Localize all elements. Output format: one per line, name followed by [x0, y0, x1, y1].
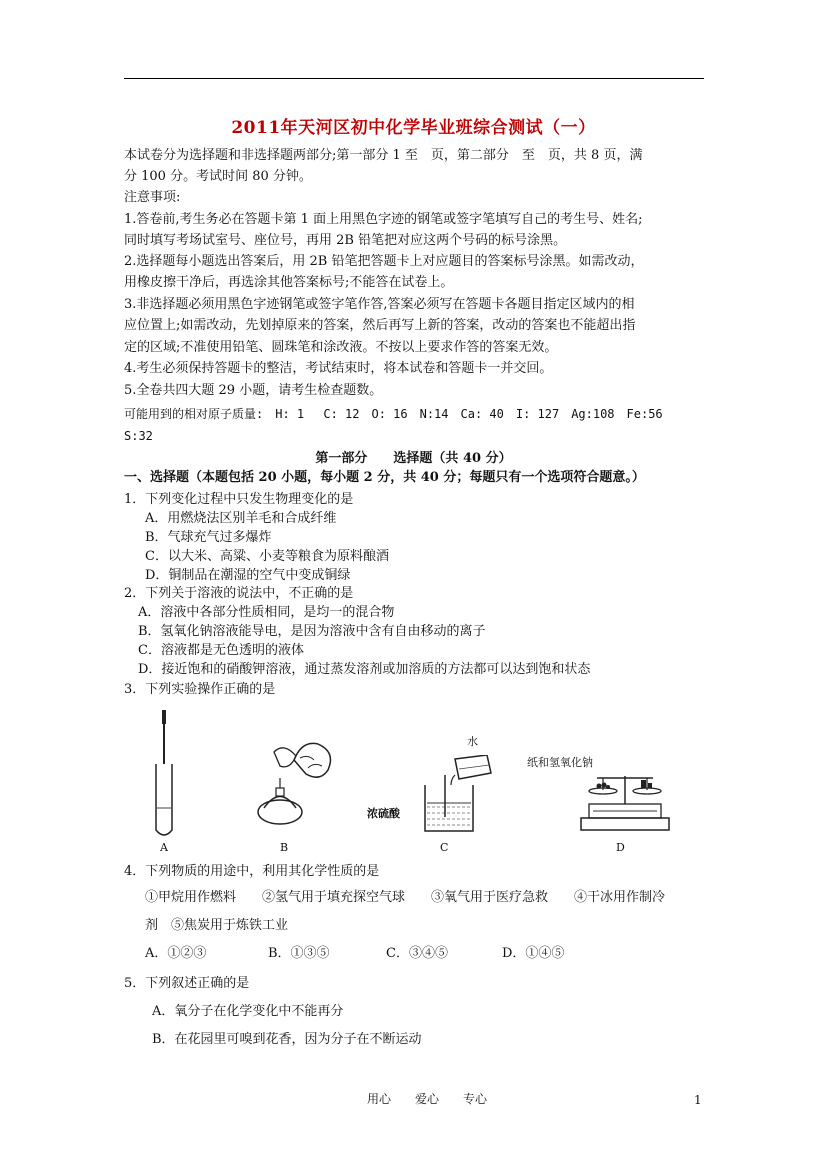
- page-number: 1: [694, 1093, 702, 1107]
- q1-option-b: B．气球充气过多爆炸: [145, 530, 272, 545]
- note-line: 同时填写考场试室号、座位号，再用 2B 铅笔把对应这两个号码的标号涂黑。: [124, 233, 567, 248]
- exam-title: 2011年天河区初中化学毕业班综合测试（一）: [231, 118, 596, 138]
- header-rule: [124, 78, 704, 79]
- q4-option-c: C．③④⑤: [386, 946, 448, 961]
- notes-title: 注意事项:: [124, 190, 181, 205]
- atomic-mass-line-2: S:32: [124, 429, 153, 443]
- alcohol-lamp-figure: [250, 730, 340, 830]
- figure-label-b: B: [280, 841, 289, 854]
- figure-label-d: D: [616, 841, 625, 854]
- dropper-test-tube-figure: [150, 708, 180, 838]
- q2-option-d: D．接近饱和的硝酸钾溶液，通过蒸发溶剂或加溶质的方法都可以达到饱和状态: [138, 662, 591, 677]
- q4-option-d: D．①④⑤: [502, 946, 565, 961]
- q2-option-b: B．氢氧化钠溶液能导电，是因为溶液中含有自由移动的离子: [138, 624, 486, 639]
- q4-items-line: ①甲烷用作燃料 ②氢气用于填充探空气球 ③氧气用于医疗急救 ④干冰用作制冷: [145, 890, 666, 905]
- water-label: 水: [467, 735, 478, 748]
- note-line: 3.非选择题必须用黑色字迹钢笔或签字笔作答,答案必须写在答题卡各题目指定区域内的相: [124, 297, 635, 312]
- q5-option-b: B．在花园里可嗅到花香，因为分子在不断运动: [152, 1032, 422, 1047]
- acid-label: 浓硫酸: [367, 807, 400, 820]
- part-one-title: 第一部分 选择题（共 40 分）: [315, 451, 512, 466]
- note-line: 1.答卷前,考生务必在答题卡第 1 面上用黑色字迹的钢笔或签字笔填写自己的考生号、姓名;: [124, 212, 643, 227]
- intro-line-2: 分 100 分。考试时间 80 分钟。: [124, 169, 312, 184]
- note-line: 用橡皮擦干净后，再选涂其他答案标号;不能答在试卷上。: [124, 275, 454, 290]
- q1-stem: 1．下列变化过程中只发生物理变化的是: [124, 492, 354, 507]
- q5-stem: 5．下列叙述正确的是: [124, 976, 250, 991]
- atomic-mass-line: 可能用到的相对原子质量: H: 1 C: 12 O: 16 N:14 Ca: 40 I: 127 Ag:108 Fe:56: [124, 407, 663, 421]
- section-title: 一、选择题（本题包括 20 小题，每小题 2 分，共 40 分；每题只有一个选项符合题意。）: [124, 470, 645, 485]
- q5-option-a: A．氧分子在化学变化中不能再分: [152, 1004, 344, 1019]
- q1-option-c: C．以大米、高粱、小麦等粮食为原料酿酒: [145, 549, 389, 564]
- q2-option-c: C．溶液都是无色透明的液体: [138, 643, 304, 658]
- q3-stem: 3．下列实验操作正确的是: [124, 682, 276, 697]
- intro-line-1: 本试卷分为选择题和非选择题两部分;第一部分 1 至 页，第二部分 至 页，共 8 页，满: [124, 148, 643, 163]
- figure-label-c: C: [440, 841, 449, 854]
- acid-dilution-figure: [415, 755, 495, 835]
- q1-option-d: D．铜制品在潮湿的空气中变成铜绿: [145, 568, 351, 583]
- q4-items-line-2: 剂 ⑤焦炭用于炼铁工业: [145, 918, 289, 933]
- q2-option-a: A．溶液中各部分性质相同，是均一的混合物: [138, 605, 395, 620]
- note-line: 2.选择题每小题选出答案后，用 2B 铅笔把答题卡上对应题目的答案标号涂黑。如需改动，: [124, 254, 644, 269]
- note-line: 定的区域;不准使用铅笔、圆珠笔和涂改液。不按以上要求作答的答案无效。: [124, 340, 558, 355]
- note-line: 5.全卷共四大题 29 小题，请考生检查题数。: [124, 383, 383, 398]
- q1-option-a: A．用燃烧法区别羊毛和合成纤维: [145, 511, 337, 526]
- figure-label-a: A: [160, 841, 168, 854]
- balance-label: 纸和氢氧化钠: [527, 756, 593, 769]
- q4-option-a: A．①②③: [145, 946, 207, 961]
- footer-motto: 用心 爱心 专心: [367, 1092, 488, 1106]
- q2-stem: 2．下列关于溶液的说法中，不正确的是: [124, 586, 354, 601]
- q4-stem: 4．下列物质的用途中，利用其化学性质的是: [124, 864, 380, 879]
- balance-figure: [575, 760, 675, 835]
- q4-option-b: B．①③⑤: [268, 946, 330, 961]
- note-line: 应位置上;如需改动，先划掉原来的答案，然后再写上新的答案，改动的答案也不能超出指: [124, 318, 636, 333]
- note-line: 4.考生必须保持答题卡的整洁，考试结束时，将本试卷和答题卡一并交回。: [124, 361, 553, 376]
